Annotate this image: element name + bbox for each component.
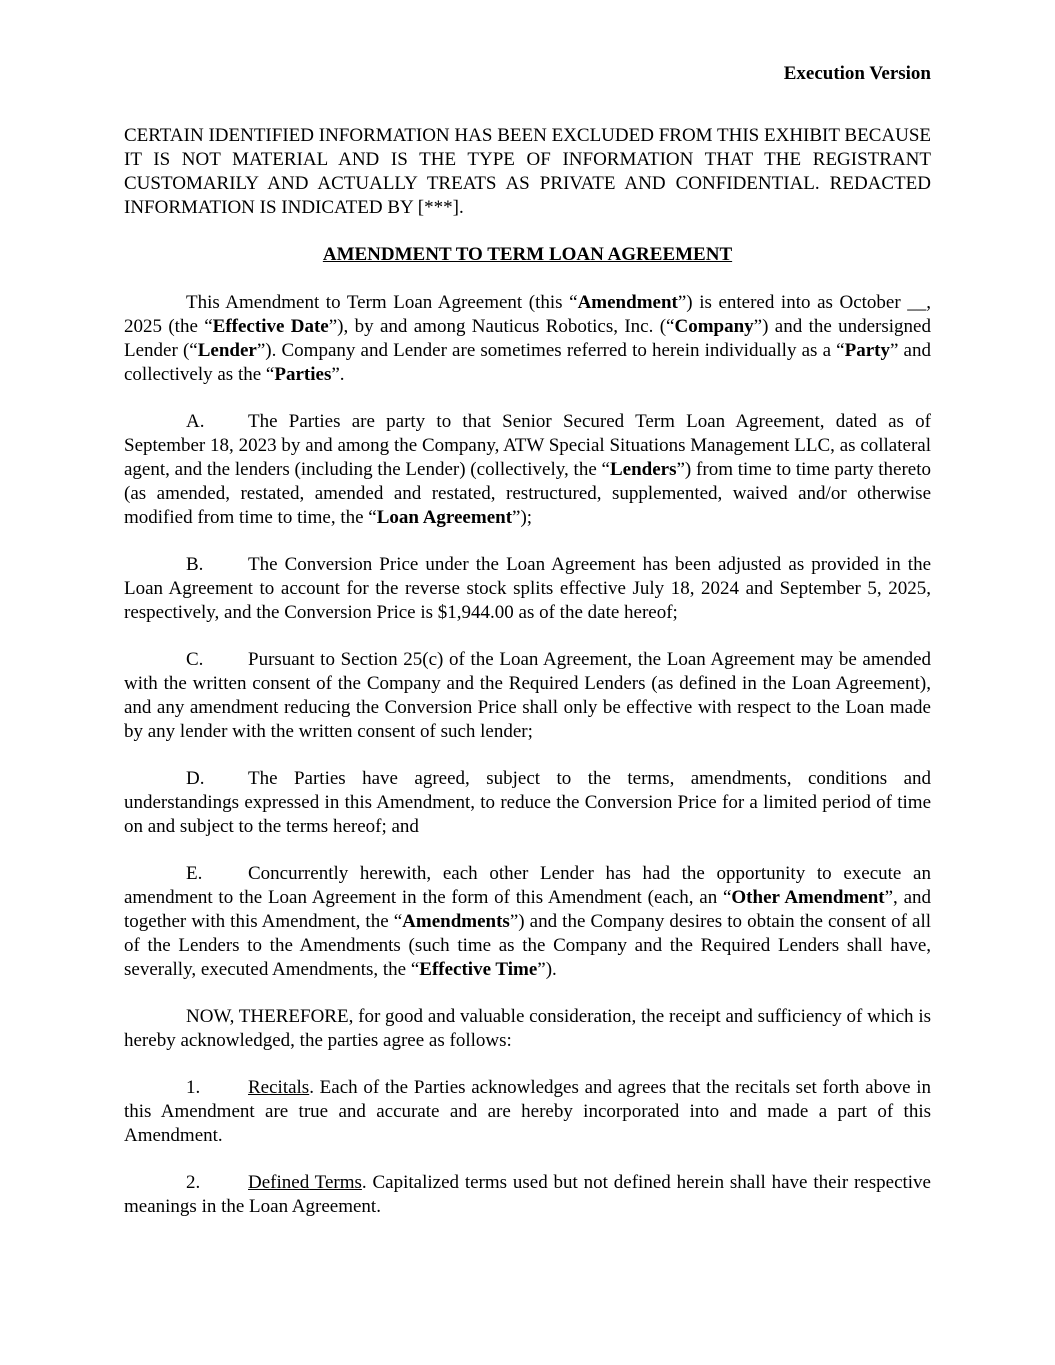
defined-term-amendments: Amendments [402,911,510,932]
defined-term-other-amendment: Other Amendment [731,887,885,908]
execution-version-label: Execution Version [783,63,931,84]
section-1-recitals: 1. Recitals. Each of the Parties acknowledges and agrees that the recitals set forth above in this Amendment are true and accurate and are hereby incorporated into and made a part of this Amendment. [124,1077,931,1146]
recital-b: B. The Conversion Price under the Loan Agreement has been adjusted as provided in the Loan Agreement to account for the reverse stock splits effective July 18, 2024 and September 5, 2025, respectively, and the Conversion Price is $1,944.00 as of the date hereof; [124,554,931,623]
now-therefore-paragraph: NOW, THEREFORE, for good and valuable consideration, the receipt and sufficiency of which is hereby acknowledged, the parties agree as follows: [124,1006,931,1051]
recital-e-marker: E. [186,863,203,884]
recital-d: D. The Parties have agreed, subject to the terms, amendments, conditions and understandings expressed in this Amendment, to reduce the Conversion Price for a limited period of time on and subject to the terms hereof; and [124,768,931,837]
defined-term-amendment: Amendment [577,292,678,313]
defined-term-lenders: Lenders [610,459,677,480]
intro-paragraph: This Amendment to Term Loan Agreement (this “Amendment”) is entered into as October __, 2025 (the “Effective Date”), by and among Nauticus Robotics, Inc. (“Company”) and the undersigned Lender (“Lender”). Company and Lender are sometimes referred to herein individually as a “Party” and collectively as the “Parties”. [124,292,931,385]
section-2-defined-terms: 2. Defined Terms. Capitalized terms used but not defined herein shall have their respective meanings in the Loan Agreement. [124,1172,931,1217]
defined-term-effective-time: Effective Time [419,959,538,980]
recital-d-marker: D. [186,768,205,789]
defined-term-lender: Lender [197,340,257,361]
section-1-marker: 1. [186,1077,201,1098]
defined-term-effective-date: Effective Date [212,316,329,337]
defined-term-parties: Parties [274,364,332,385]
recital-c: C. Pursuant to Section 25(c) of the Loan Agreement, the Loan Agreement may be amended with the written consent of the Company and the Required Lenders (as defined in the Loan Agreement), and any amendment reducing the Conversion Price shall only be effective with respect to the Loan made by any lender with the written consent of such lender; [124,649,931,742]
recital-a-marker: A. [186,411,205,432]
recital-a: A. The Parties are party to that Senior Secured Term Loan Agreement, dated as of September 18, 2023 by and among the Company, ATW Special Situations Management LLC, as collateral agent, and the lenders (including the Lender) (collectively, the “Lenders”) from time to time party thereto (as amended, restated, amended and restated, restructured, supplemented, waived and/or otherwise modified from time to time, the “Loan Agreement”); [124,411,931,528]
defined-term-party: Party [844,340,890,361]
defined-term-company: Company [674,316,754,337]
redaction-legend: CERTAIN IDENTIFIED INFORMATION HAS BEEN EXCLUDED FROM THIS EXHIBIT BECAUSE IT IS NOT MATERIAL AND IS THE TYPE OF INFORMATION THAT THE REGISTRANT CUSTOMARILY AND ACTUALLY TREATS AS PRIVATE AND CONFIDENTIAL. REDACTED INFORMATION IS INDICATED BY [***]. [124,125,931,218]
section-2-heading: Defined Terms [248,1172,362,1193]
section-1-heading: Recitals [248,1077,310,1098]
section-2-marker: 2. [186,1172,201,1193]
document-title: AMENDMENT TO TERM LOAN AGREEMENT [322,244,733,265]
recital-c-marker: C. [186,649,204,670]
recital-e: E. Concurrently herewith, each other Lender has had the opportunity to execute an amendment to the Loan Agreement in the form of this Amendment (each, an “Other Amendment”, and together with this Amendment, the “Amendments”) and the Company desires to obtain the consent of all of the Lenders to the Amendments (such time as the Company and the Required Lenders shall have, severally, executed Amendments, the “Effective Time”). [124,863,931,980]
defined-term-loan-agreement: Loan Agreement [376,507,513,528]
recital-b-marker: B. [186,554,204,575]
